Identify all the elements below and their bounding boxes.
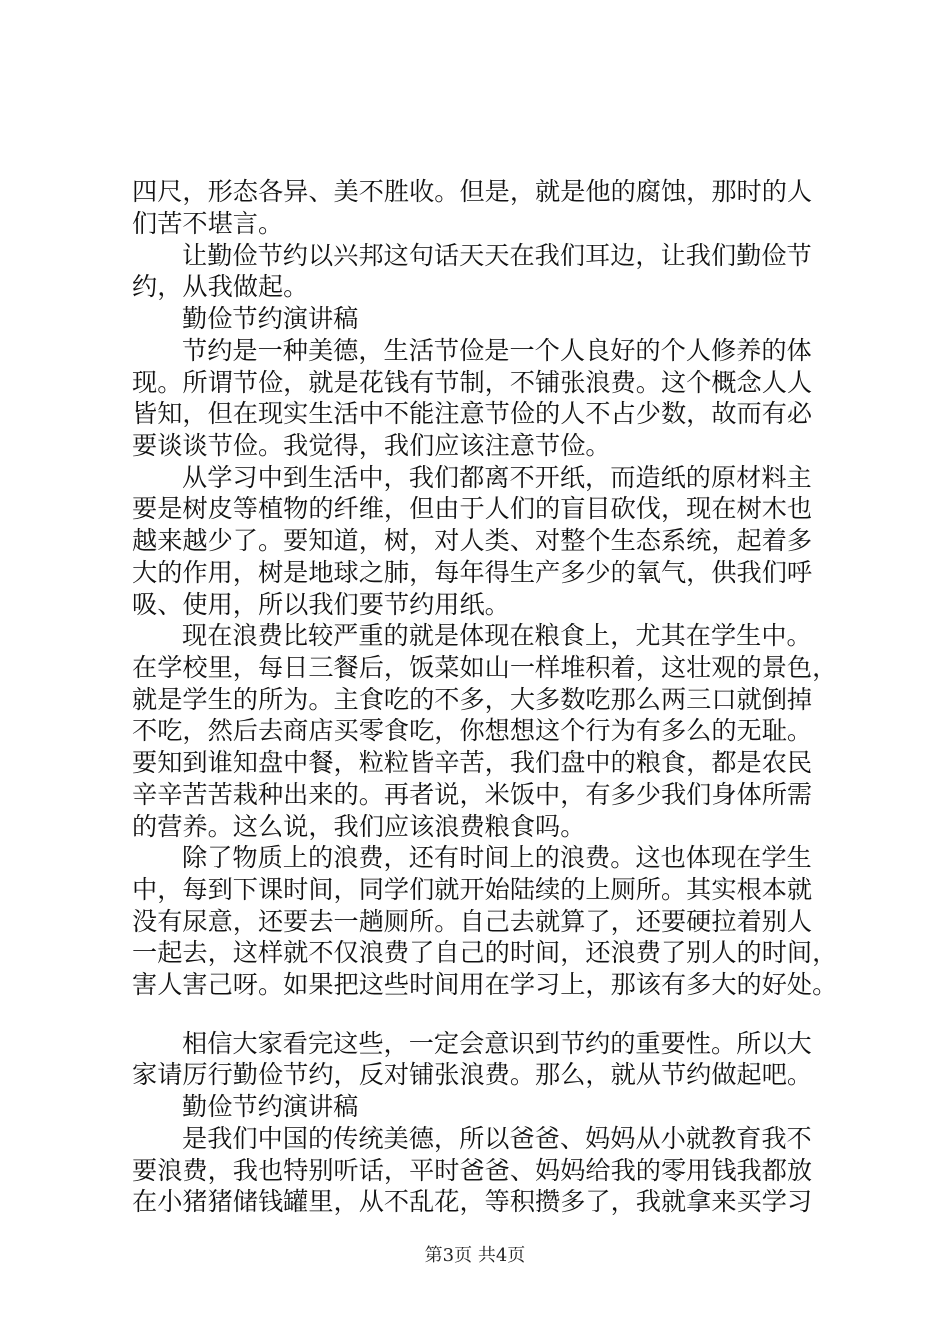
text-line: 要知到谁知盘中餐，粒粒皆辛苦，我们盘中的粮食，都是农民 (132, 748, 813, 777)
text-line: 四尺，形态各异、美不胜收。但是，就是他的腐蚀，那时的人 (132, 177, 813, 206)
text-line: 让勤俭节约以兴邦这句话天天在我们耳边，让我们勤俭节 (182, 241, 812, 270)
text-line: 害人害己呀。如果把这些时间用在学习上，那该有多大的好处。 (132, 970, 838, 999)
text-line: 现在浪费比较严重的就是体现在粮食上，尤其在学生中。 (182, 621, 812, 650)
text-line: 要谈谈节俭。我觉得，我们应该注意节俭。 (132, 431, 611, 460)
text-line: 除了物质上的浪费，还有时间上的浪费。这也体现在学生 (182, 843, 812, 872)
text-line: 要浪费，我也特别听话，平时爸爸、妈妈给我的零用钱我都放 (132, 1156, 813, 1185)
page-number-footer: 第3页 共4页 (424, 1245, 526, 1266)
text-line: 吸、使用，所以我们要节约用纸。 (132, 590, 510, 619)
text-line: 在小猪猪储钱罐里，从不乱花，等积攒多了，我就拿来买学习 (132, 1187, 813, 1216)
text-line: 是我们中国的传统美德，所以爸爸、妈妈从小就教育我不 (182, 1124, 812, 1153)
text-line: 越来越少了。要知道，树，对人类、对整个生态系统，起着多 (132, 526, 813, 555)
text-line: 们苦不堪言。 (132, 209, 284, 238)
section-heading: 勤俭节约演讲稿 (182, 1092, 359, 1121)
text-line: 家请厉行勤俭节约，反对铺张浪费。那么，就从节约做起吧。 (132, 1060, 813, 1089)
text-line: 从学习中到生活中，我们都离不开纸，而造纸的原材料主 (182, 463, 812, 492)
text-line: 中，每到下课时间，同学们就开始陆续的上厕所。其实根本就 (132, 875, 813, 904)
text-line: 不吃，然后去商店买零食吃，你想想这个行为有多么的无耻。 (132, 716, 813, 745)
text-line: 没有尿意，还要去一趟厕所。自己去就算了，还要硬拉着别人 (132, 907, 813, 936)
text-line: 就是学生的所为。主食吃的不多，大多数吃那么两三口就倒掉 (132, 685, 813, 714)
text-line: 约，从我做起。 (132, 272, 309, 301)
text-line: 要是树皮等植物的纤维，但由于人们的盲目砍伐，现在树木也 (132, 494, 813, 523)
text-line: 的营养。这么说，我们应该浪费粮食吗。 (132, 812, 586, 841)
text-line: 辛辛苦苦栽种出来的。再者说，米饭中，有多少我们身体所需 (132, 780, 813, 809)
text-line: 大的作用，树是地球之肺，每年得生产多少的氧气，供我们呼 (132, 558, 813, 587)
text-line: 节约是一种美德，生活节俭是一个人良好的个人修养的体 (182, 336, 812, 365)
text-line: 相信大家看完这些，一定会意识到节约的重要性。所以大 (182, 1029, 812, 1058)
text-line: 现。所谓节俭，就是花钱有节制，不铺张浪费。这个概念人人 (132, 368, 813, 397)
text-line: 一起去，这样就不仅浪费了自己的时间，还浪费了别人的时间， (132, 938, 838, 967)
text-line: 皆知，但在现实生活中不能注意节俭的人不占少数，故而有必 (132, 399, 813, 428)
section-heading: 勤俭节约演讲稿 (182, 304, 359, 333)
text-line: 在学校里，每日三餐后，饭菜如山一样堆积着，这壮观的景色， (132, 653, 838, 682)
